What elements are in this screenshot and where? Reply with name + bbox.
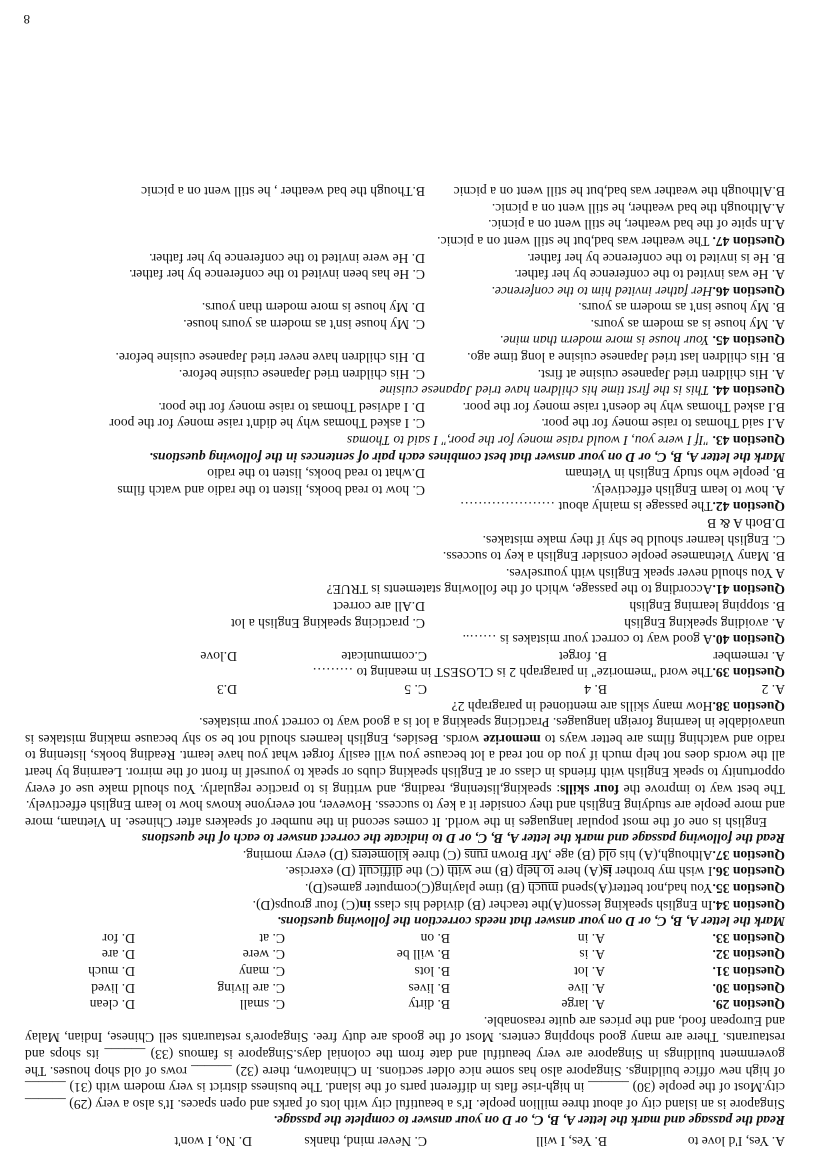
option-a[interactable]: A. My house is as modern as yours. (590, 316, 785, 332)
q36-text-5: (D) exercise. (285, 864, 359, 880)
option-b-2[interactable]: B.Though the bad weather , he still went on a picnic (141, 184, 425, 200)
option-d[interactable]: D. for (102, 930, 135, 946)
question-label: Question 34. (712, 897, 785, 913)
option-b[interactable]: B. on (420, 930, 450, 946)
q37-text-4: (D) every morning. (242, 847, 352, 863)
question-43-options-row2 (25, 398, 785, 415)
question-34 (25, 896, 785, 913)
question-29 (25, 996, 785, 1013)
q36-underlined-2: with (447, 864, 472, 880)
question-39-options (25, 647, 785, 664)
option-d[interactable]: D. His children have never tried Japanese cuisine before. (115, 350, 425, 366)
option-b[interactable]: B. He is invited to the conference by her father. (527, 250, 785, 266)
option-c[interactable]: C. His children tried Japanese cuisine before. (178, 366, 425, 382)
option-d[interactable]: D. No, I won't (174, 1134, 252, 1149)
english-passage-p2 (25, 714, 785, 797)
question-45-options-row2 (25, 299, 785, 316)
option-a-2[interactable]: A.Although the bad weather, he still went on a picnic. (491, 200, 785, 216)
option-d[interactable]: D.3 (216, 681, 237, 697)
option-a[interactable]: A. 2 (761, 681, 785, 697)
option-c[interactable]: C. how to read books, listen to the radio and watch films (117, 482, 425, 498)
question-40 (25, 631, 785, 648)
question-label: Question 33. (712, 930, 785, 946)
question-42-options-row1 (25, 481, 785, 498)
option-d[interactable]: D. clean (89, 997, 135, 1013)
english-passage-p1: English is one of the most popular languages in the world. It comes second in the number of speakers after Chinese. In Vietnam, more and more people are studying English and they consider it a key to success. However, not everyone knows how to learn English effectively. (25, 798, 785, 830)
q37-underlined-3: kilometers (351, 847, 409, 863)
q37-text: Although,(A) his (616, 847, 713, 863)
question-text: This is the first time his children have tried Japanese cuisine (379, 383, 710, 399)
question-text: Your house is more modern than mine. (499, 333, 710, 349)
top-options-row (25, 1132, 785, 1149)
option-c[interactable]: C. small (239, 997, 285, 1013)
question-label: Question 32. (712, 947, 785, 963)
question-label: Question 29. (712, 997, 785, 1013)
option-b[interactable]: B. Many Vietnamese people consider English a key to success. (442, 549, 785, 565)
q37-text-2: (B) age ,Mr Brown (487, 847, 599, 863)
question-label: Question 39. (712, 665, 785, 681)
question-44-options-row2 (25, 349, 785, 366)
question-33 (25, 929, 785, 946)
option-d[interactable]: D.love (200, 648, 237, 664)
question-42 (25, 498, 785, 515)
option-c[interactable]: C. many (238, 964, 285, 980)
option-b[interactable]: B. lots (414, 964, 450, 980)
option-b[interactable]: B. stopping learning English (629, 599, 785, 614)
question-40-options-row1 (25, 614, 785, 631)
option-c[interactable]: C. He has been invited to the conference by her father. (129, 267, 425, 283)
section2-heading: Mark the letter A, B, C, or D on your answer that needs correction the following questions. (277, 914, 785, 930)
question-label: Question 42. (712, 499, 785, 515)
option-c[interactable]: C. I asked Thomas why he didn't raise money for the poor (109, 416, 425, 432)
p2-text-a: The best way to improve the (618, 781, 785, 797)
option-d[interactable]: D. He were invited to the conference by her father. (149, 250, 425, 266)
question-label: Question 31. (712, 964, 785, 980)
question-45-options-row1 (25, 315, 785, 332)
question-32 (25, 946, 785, 963)
exam-content (25, 183, 785, 1149)
question-42-options-row2 (25, 465, 785, 482)
option-d[interactable]: D. I advised Thomas to raise money for the poor. (158, 399, 425, 415)
q34-bold: in (359, 897, 371, 913)
option-a[interactable]: A. lot (574, 964, 605, 980)
question-38 (25, 697, 785, 714)
question-label: Question 40. (712, 632, 785, 648)
question-text: The weather was bad,but he still went on a picnic. (437, 233, 710, 249)
question-45 (25, 332, 785, 349)
option-d[interactable]: D. are (101, 947, 135, 963)
option-c[interactable]: C. are living (217, 980, 285, 996)
question-text: Her father invited him to the conference. (491, 283, 713, 299)
option-a[interactable]: A. in (577, 930, 605, 946)
q36-text-4: (C) the (402, 864, 448, 880)
option-a[interactable]: A. His children tried Japanese cuisine at first. (537, 366, 785, 382)
section4-heading: Mark the letter A, B, C, or D on your answer that best combines each pair of sentences in the following questions. (149, 449, 785, 465)
option-d[interactable]: D.what to read books, listen to the radio (207, 466, 425, 482)
option-a[interactable]: A. Yes, I'd love to (687, 1134, 785, 1149)
section3-heading: Read the following passage and mark the letter A, B, C, or D to indicate the correct answer to each of the questions (141, 831, 785, 847)
question-label: Question 35. (712, 881, 785, 897)
option-d[interactable]: D. much (88, 964, 135, 980)
q37-underlined-2: runs (464, 847, 488, 863)
question-47-options-row3 (25, 183, 785, 200)
option-a[interactable]: A. is (579, 947, 605, 963)
singapore-passage: Singapore is an island city of about three million people. It's a beautiful city with lots of parks and open spaces. It's also a very (29) ______ city.Most of the people (30) ______ in high-rise flats in different parts of the island. The business district is very modern with (31) ______ of high new office buildings. Singapore also has some nice older sections. In Chinatown, there (32) ______ rows of old shop houses. The government buildings in Singapore are very beautiful and date from the colonial days.Singapore is famous (33) ______ its shops and restaurants. There are many good shopping centers. Most of the goods are duty free. Singapore's restaurants sell Chinese, Indian, Malay and European food, and the prices are quite reasonable. (25, 1013, 785, 1112)
question-47 (25, 232, 785, 249)
q37-underlined-1: old (598, 847, 617, 863)
option-d[interactable]: D. lived (91, 980, 135, 996)
option-b[interactable]: B. 4 (584, 681, 607, 697)
page-number: 8 (23, 12, 30, 27)
option-b[interactable]: B. His children last tried Japanese cuisine a long time ago. (467, 350, 785, 366)
q36-underlined-1: to help (516, 864, 554, 880)
option-c[interactable]: C. Never mind, thanks (304, 1134, 427, 1149)
option-b[interactable]: B. lives (408, 980, 450, 996)
question-31 (25, 962, 785, 979)
question-label: Question 36. (712, 864, 785, 880)
question-label: Question 37. (712, 847, 785, 863)
option-c[interactable]: C. at (259, 930, 285, 946)
question-label: Question 41. (712, 582, 785, 598)
option-b[interactable]: B. forget (558, 648, 607, 664)
option-b[interactable]: B.I asked Thomas why he doesn't raise money for the poor. (462, 399, 785, 415)
q36-bold: is (602, 864, 613, 880)
q35-underlined: much (528, 881, 559, 897)
question-text: A good way to correct your mistakes is …….. (462, 632, 713, 648)
option-b[interactable]: B. will be (396, 947, 450, 963)
option-d[interactable]: D.All are correct (333, 599, 425, 614)
question-label: Question 43. (712, 433, 785, 449)
option-c[interactable]: C. 5 (404, 681, 427, 697)
option-c[interactable]: C. English learner should be shy if they make mistakes. (482, 532, 785, 548)
option-c[interactable]: C. My house isn't as modern as yours house. (183, 316, 425, 332)
option-b[interactable]: B. dirty (408, 997, 450, 1013)
question-38-options (25, 680, 785, 697)
question-text: The word "memorize" in paragraph 2 is CLOSEST in meaning to ……… (312, 665, 713, 681)
p2-bold-memorize: memorize (483, 731, 541, 747)
option-c[interactable]: C.communicate (341, 648, 427, 664)
question-text: How many skills are mentioned in paragraph 2? (451, 698, 713, 714)
question-46 (25, 282, 785, 299)
question-39 (25, 664, 785, 681)
question-43 (25, 431, 785, 448)
question-label: Question 38. (712, 698, 785, 714)
option-a[interactable]: A.I said Thomas to raise money for the poor. (541, 416, 785, 432)
question-46-options-row1 (25, 266, 785, 283)
question-text: "If I were you, I would raise money for the poor," I said to Thomas (347, 433, 710, 449)
option-a[interactable]: A. large (561, 997, 605, 1013)
option-a[interactable]: A. live (568, 980, 605, 996)
option-a[interactable]: A. He was invited to the conference by her father. (514, 267, 785, 283)
option-a[interactable]: A. remember (713, 648, 785, 664)
question-label: Question 47. (712, 233, 785, 249)
q36-text-3: (B) me (471, 864, 517, 880)
question-30 (25, 979, 785, 996)
option-b-1[interactable]: B.Although the weather was bad,but he still went on a picnic (453, 184, 785, 200)
question-36 (25, 863, 785, 880)
q36-text: I wish my brother (612, 864, 713, 880)
question-41 (25, 581, 785, 598)
p2-text-c: words. Besides, English learners should not be so shy because making mistakes is unavoidable in learning foreign languages. Practicing speaking a lot is a good way to correct your mistakes. (25, 715, 785, 747)
option-a[interactable]: A. how to learn English effectively. (591, 482, 785, 498)
question-label: Question 45. (712, 333, 785, 349)
option-a[interactable]: A You should never speak English with yourselves. (505, 565, 785, 581)
q34-text-end: (C) four groups(D). (252, 897, 360, 913)
option-a[interactable]: A. avoiding speaking English (624, 615, 785, 631)
question-44-options-row1 (25, 365, 785, 382)
question-43-options-row1 (25, 415, 785, 432)
q37-text-3: (C) three (408, 847, 465, 863)
question-35 (25, 880, 785, 897)
q36-underlined-3: difficult (358, 864, 403, 880)
q35-text-end: (B) time playing(C)computer games(D). (305, 881, 529, 897)
option-b[interactable]: B. people who study English in Vietnam (565, 466, 785, 482)
q34-text: In English speaking lesson(A)the teacher (B) divided his class (370, 897, 713, 913)
p2-text-b: : speaking,listening, reading, and writing is to practice regularly. You should make use of every opportunity to speak English with friends in class or at English speaking clubs or speak to yourself in front of the mirror. Learning by heart all the words does not help much if you do not read a lot because you will easily forget what you have learnt. Reading books, listening to radio and watching films are better ways to (25, 731, 785, 797)
option-b[interactable]: B. My house isn't as modern as yours. (578, 300, 785, 316)
option-c[interactable]: C. practicing speaking English a lot (230, 615, 425, 631)
option-a-1[interactable]: A.In spite of the bad weather, he still went on a picnic. (488, 217, 785, 233)
question-label: Question 30. (712, 980, 785, 996)
option-d[interactable]: D. My house is more modern than yours. (201, 300, 425, 316)
section1-heading: Read the passage and mark the letter A, B, C, or D on your answer to complete the passage. (273, 1113, 785, 1129)
question-46-options-row2 (25, 249, 785, 266)
question-44 (25, 382, 785, 399)
option-d[interactable]: D.Both A & B (707, 516, 785, 532)
option-b[interactable]: B. Yes, I will (535, 1134, 607, 1149)
question-text: According to the passage, which of the following statements is TRUE? (326, 582, 713, 598)
question-37 (25, 846, 785, 863)
q36-text-2: (A) here (553, 864, 603, 880)
question-40-options-row2 (25, 597, 785, 614)
question-label: Question 44. (712, 383, 785, 399)
option-c[interactable]: C. were (242, 947, 285, 963)
question-label: Question 46. (712, 283, 785, 299)
q35-text: You had,not better(A)spend (558, 881, 713, 897)
p2-bold-four-skills: four skills (560, 781, 619, 797)
question-text: The passage is mainly about ………………… (459, 499, 713, 515)
